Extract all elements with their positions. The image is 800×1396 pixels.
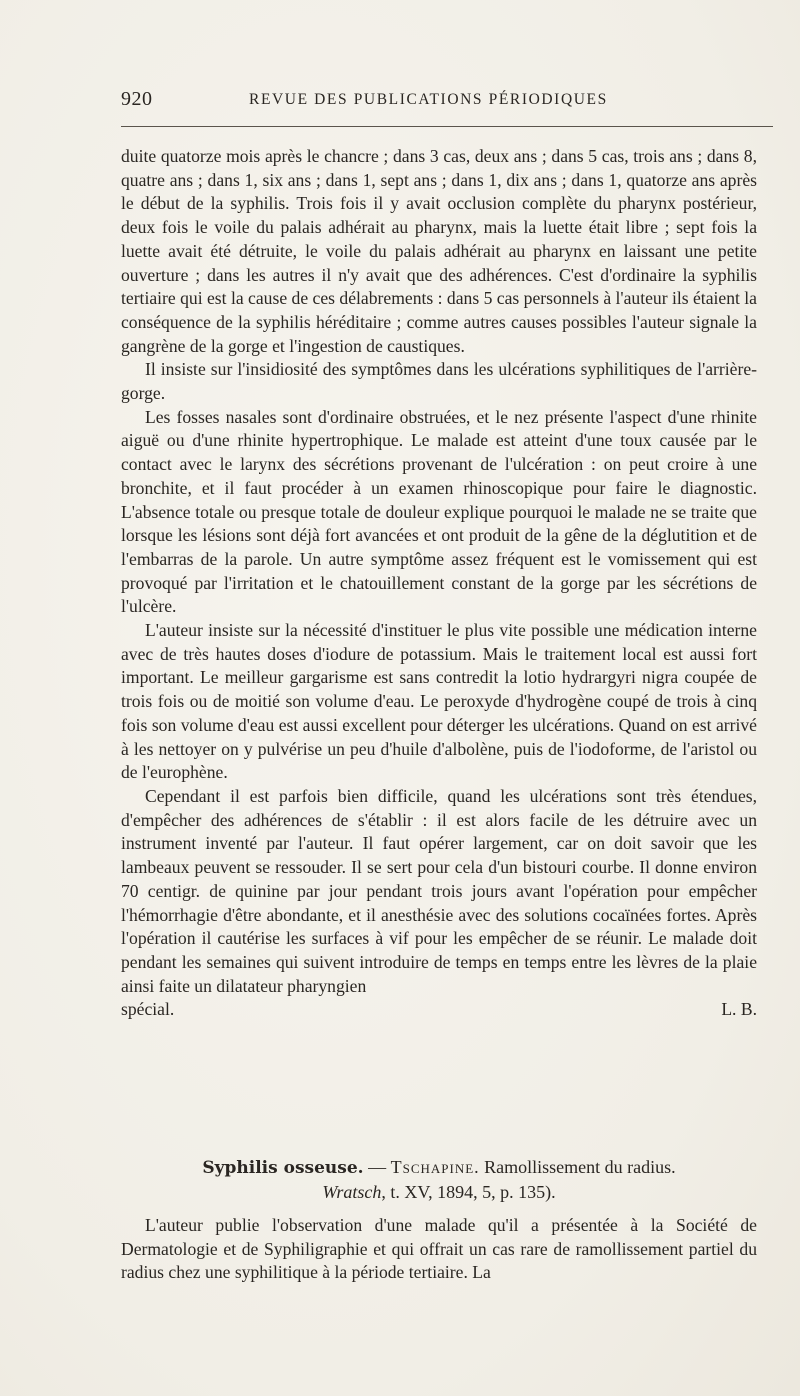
header-rule — [121, 126, 773, 127]
paragraph-4: L'auteur insiste sur la nécessité d'instituer le plus vite possible une médication interne avec de très hautes doses d'iodure de potassium. Mais le traitement local est aussi fort important. Le meilleur gargarisme est sans contredit la lotio hydrargyri nigra coupée de trois fois ou de moitié son volume d'eau. Le peroxyde d'hydrogène coupé de trois à cinq fois son volume d'eau est aussi excellent pour déterger les ulcérations. Quand on est arrivé à les nettoyer on y pulvérise un peu d'huile d'albolène, puis de l'iodoforme, de l'aristol ou de l'europhène. — [121, 620, 757, 783]
signature: L. B. — [721, 999, 757, 1020]
section-body: L'auteur publie l'observation d'une malade qu'il a présentée à la Société de Dermatologie et de Syphiligraphie et qui offrait un cas rare de ramollissement partiel du radius chez une syphilitique à la période tertiaire. La — [121, 1215, 757, 1283]
article-body — [121, 145, 757, 1022]
paragraph-3: Les fosses nasales sont d'ordinaire obstruées, et le nez présente l'aspect d'une rhinite aiguë ou d'une rhinite hypertrophique. Le malade est atteint d'une toux causée par le contact avec le larynx des sécrétions provenant de l'ulcération : on peut croire à une bronchite, et il faut procéder à un examen rhinoscopique pour faire le diagnostic. L'absence totale ou presque totale de douleur explique pourquoi le malade ne se traite que lorsque les lésions sont déjà fort avancées et ont produit de la gêne de la déglutition et de l'embarras de la parole. Un autre symptôme assez fréquent est le vomissement qui est provoqué par l'irritation et le chatouillement constant de la gorge par les sécrétions de l'ulcère. — [121, 406, 757, 617]
section-journal: Wratsch — [322, 1182, 382, 1202]
section-syphilis-osseuse — [121, 1155, 757, 1285]
page-header — [121, 88, 773, 118]
section-title-rest: Ramollissement du radius. — [479, 1157, 676, 1177]
section-dash: — — [363, 1157, 391, 1177]
section-heading — [121, 1155, 757, 1204]
closing-line — [121, 998, 757, 1022]
running-head: REVUE DES PUBLICATIONS PÉRIODIQUES — [249, 91, 608, 108]
closing-word: spécial. — [121, 999, 175, 1020]
paragraph-2: Il insiste sur l'insidiosité des symptômes dans les ulcérations syphilitiques de l'arrière-gorge. — [121, 359, 757, 404]
paragraph-1: duite quatorze mois après le chancre ; dans 3 cas, deux ans ; dans 5 cas, trois ans ; dans 8, quatre ans ; dans 1, six ans ; dans 1, sept ans ; dans 1, dix ans ; dans 1, quatorze ans après le début de la syphilis. Trois fois il y avait occlusion complète du pharynx postérieur, deux fois le voile du palais adhérait au pharynx, mais la luette était libre ; sept fois la luette avait été détruite, le voile du palais adhérait au pharynx en laissant une petite ouverture ; dans les autres il n'y avait que des adhérences. C'est d'ordinaire la syphilis tertiaire qui est la cause de ces délabrements : dans 5 cas personnels à l'auteur ils étaient la conséquence de la syphilis héréditaire ; comme autres causes possibles l'auteur signale la gangrène de la gorge et l'ingestion de caustiques. — [121, 146, 757, 356]
section-topic: Syphilis osseuse. — [202, 1158, 364, 1178]
paragraph-5: Cependant il est parfois bien difficile, quand les ulcérations sont très étendues, d'empêcher des adhérences de s'établir : il est alors facile de les détruire avec un instrument inventé par l'auteur. Il faut opérer largement, car on doit savoir que les lambeaux peuvent se ressouder. Il se sert pour cela d'un bistouri courbe. Il donne environ 70 centigr. de quinine par jour pendant trois jours avant l'opération pour empêcher l'hémorrhagie d'être abondante, et il anesthésie avec des solutions cocaïnées fortes. Après l'opération il cautérise les surfaces à vif pour les empêcher de se réunir. Le malade doit pendant les semaines qui suivent introduire de temps en temps entre les lèvres de la plaie ainsi faite un dilatateur pharyngien — [121, 785, 757, 996]
section-author: Tschapine. — [390, 1157, 480, 1177]
section-citation: , t. XV, 1894, 5, p. 135). — [381, 1182, 556, 1202]
page-number: 920 — [121, 88, 153, 110]
